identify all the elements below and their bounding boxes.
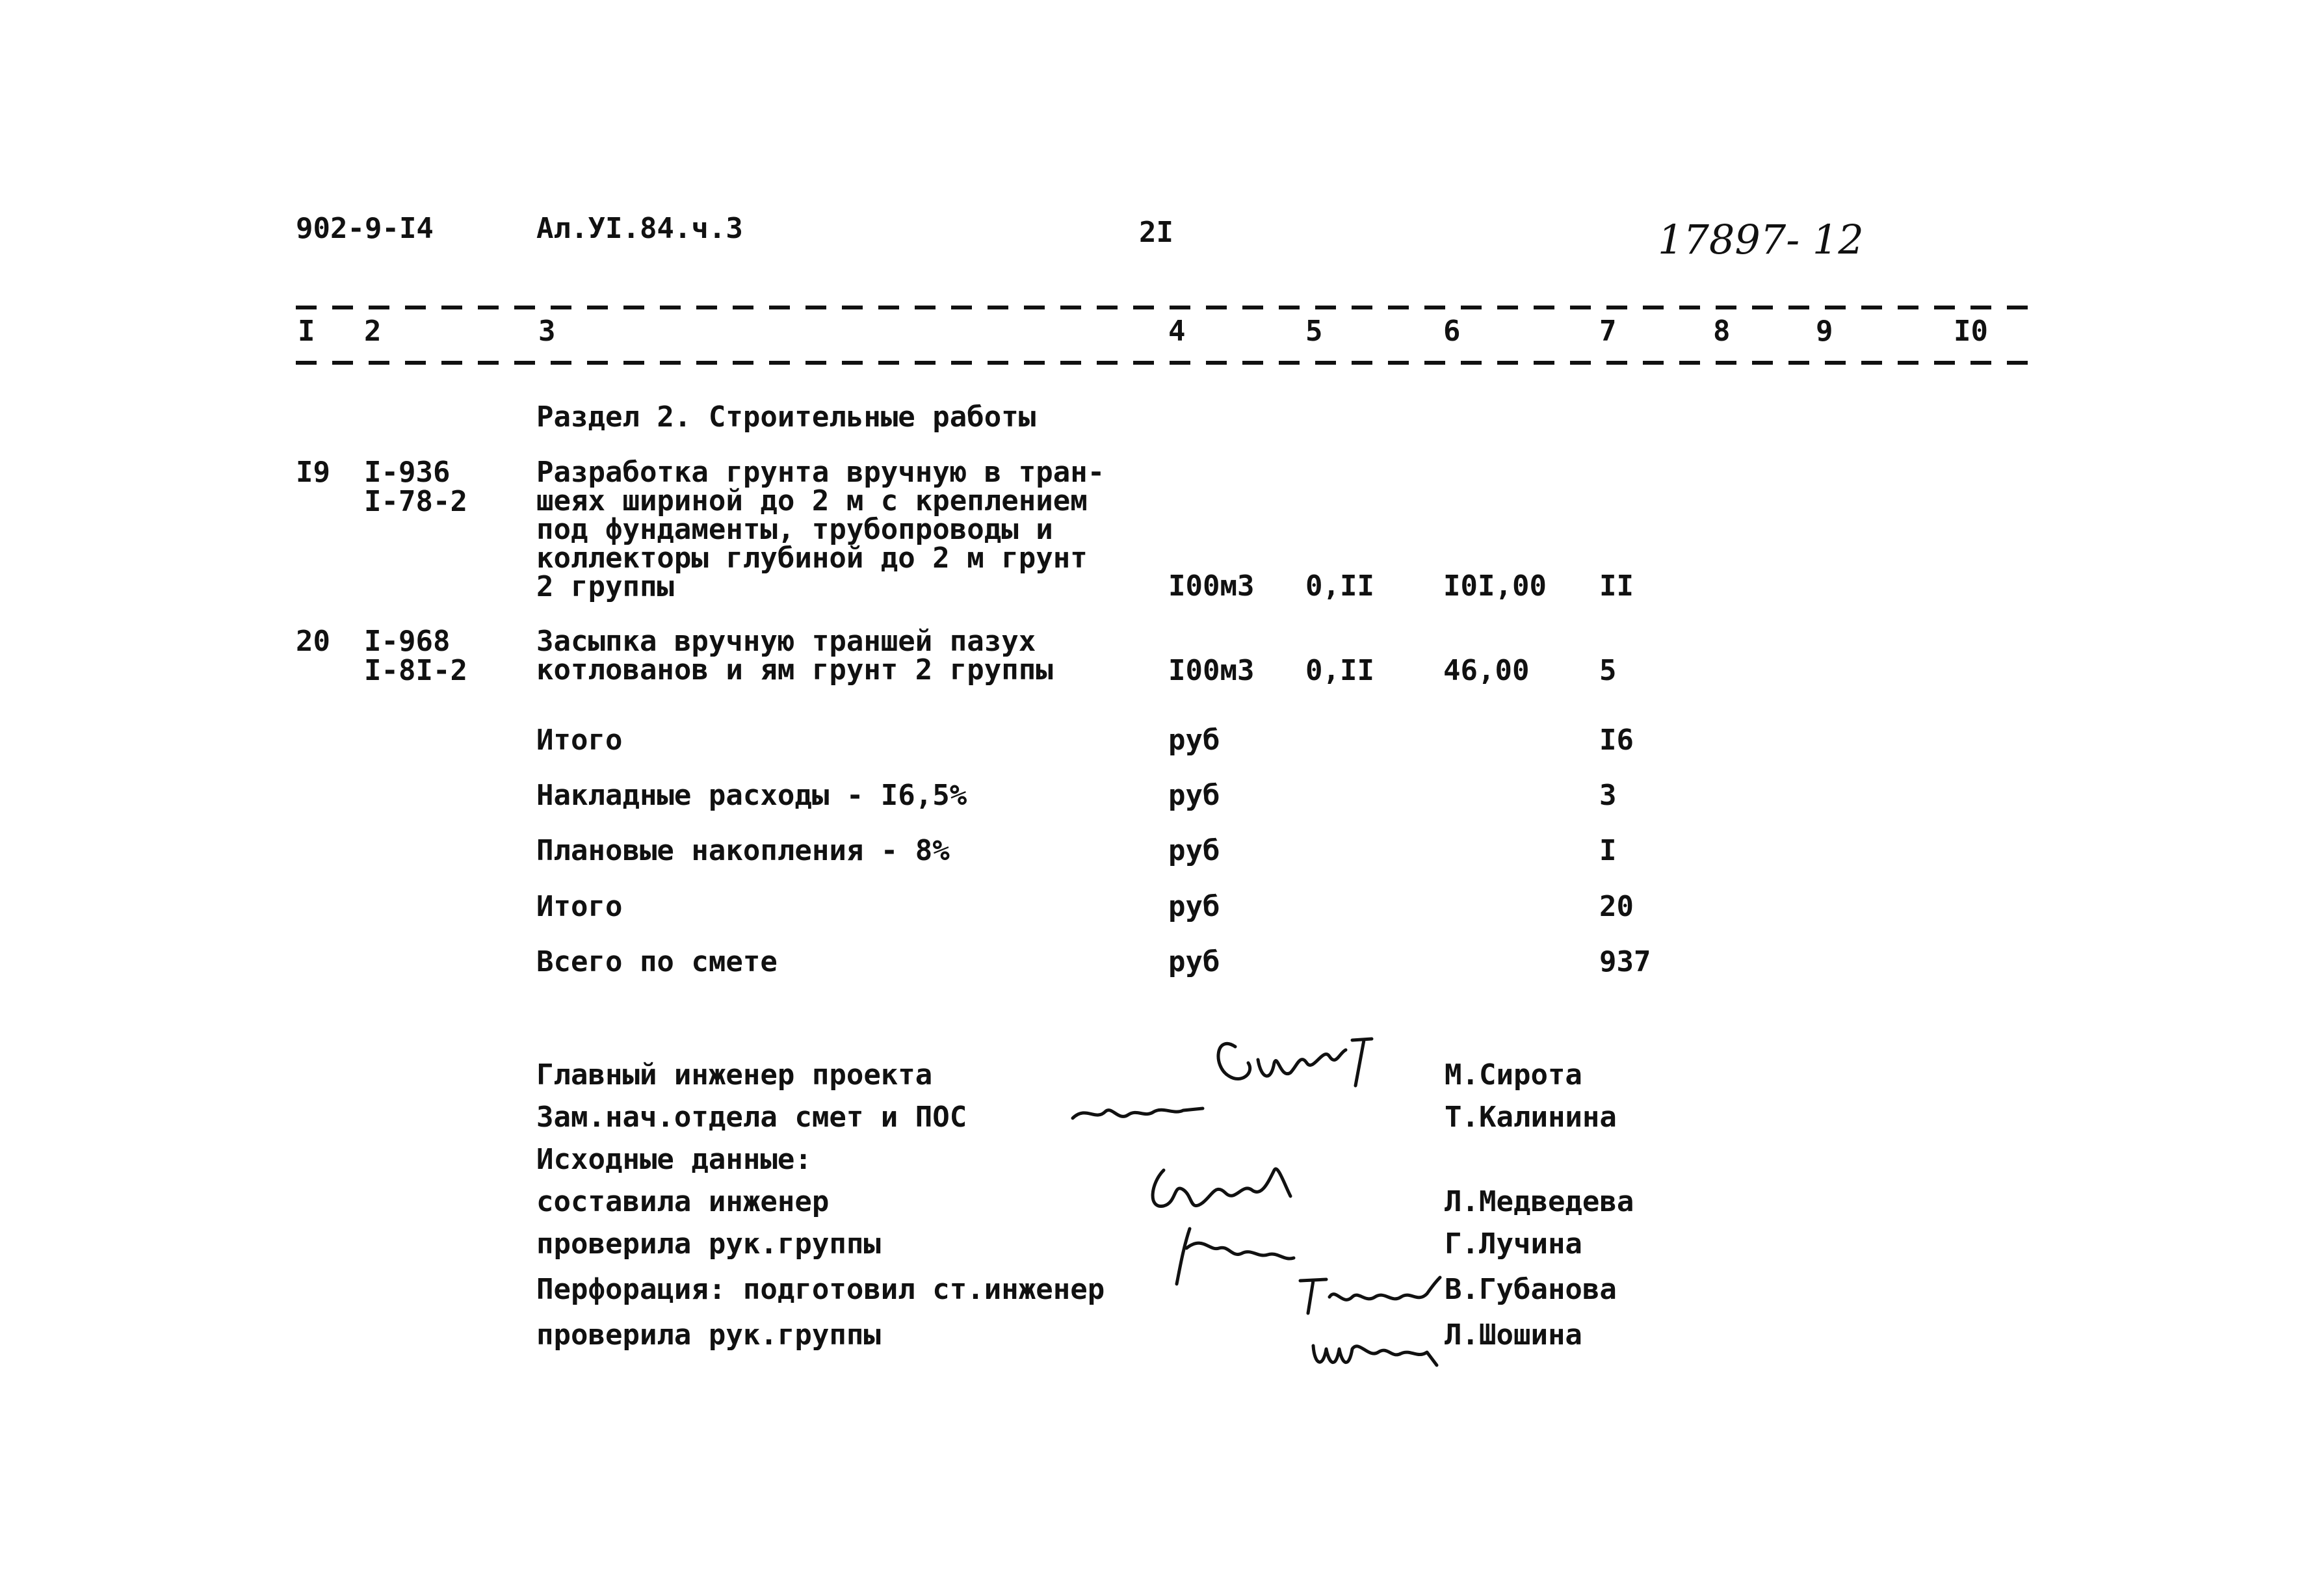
totals-value: I6 bbox=[1599, 724, 1634, 757]
signature-gubanova bbox=[1294, 1268, 1443, 1320]
dashed-rule-top bbox=[296, 306, 2032, 309]
dashed-rule-bottom bbox=[296, 361, 2032, 365]
col-header-7: 7 bbox=[1599, 315, 1617, 348]
page-number: 2I bbox=[1139, 216, 1173, 249]
section-title: Раздел 2. Строительные работы bbox=[536, 400, 1036, 434]
col-header-9: 9 bbox=[1816, 315, 1833, 348]
signatory-name: В.Губанова bbox=[1445, 1273, 1617, 1306]
totals-value: 937 bbox=[1599, 945, 1651, 978]
row-code-secondary: I-78-2 bbox=[364, 485, 467, 518]
row-number: I9 bbox=[296, 456, 330, 489]
totals-label: Плановые накопления - 8% bbox=[536, 834, 950, 867]
row-description bbox=[536, 627, 1053, 685]
description-line: котлованов и ям грунт 2 группы bbox=[536, 653, 1053, 687]
totals-unit: руб bbox=[1168, 945, 1220, 978]
row-unit-price: 46,00 bbox=[1443, 654, 1530, 687]
signatory-name: Г.Лучина bbox=[1445, 1227, 1582, 1261]
signature-luchina bbox=[1164, 1222, 1307, 1287]
totals-label: Накладные расходы - I6,5% bbox=[536, 779, 967, 812]
description-line: под фундаменты, трубопроводы и bbox=[536, 513, 1053, 546]
album-reference: Ал.УI.84.ч.3 bbox=[536, 212, 743, 245]
col-header-5: 5 bbox=[1305, 315, 1323, 348]
signatory-name: М.Сирота bbox=[1445, 1058, 1582, 1092]
signatory-role: проверила рук.группы bbox=[536, 1227, 881, 1261]
description-line: шеях шириной до 2 м с креплением bbox=[536, 484, 1088, 517]
col-header-10: I0 bbox=[1954, 315, 1988, 348]
signature-kalinina bbox=[1066, 1092, 1209, 1131]
signatory-role: Главный инженер проекта bbox=[536, 1058, 933, 1092]
totals-unit: руб bbox=[1168, 724, 1220, 757]
signatory-name: Л.Медведева bbox=[1445, 1185, 1634, 1218]
row-unit: I00м3 bbox=[1168, 654, 1255, 687]
totals-label: Итого bbox=[536, 890, 623, 923]
signatory-role: Зам.нач.отдела смет и ПОС bbox=[536, 1101, 967, 1134]
handwritten-doc-number: 17897- 12 bbox=[1658, 216, 1864, 263]
row-unit-price: I0I,00 bbox=[1443, 569, 1547, 603]
description-line: коллекторы глубиной до 2 м грунт bbox=[536, 542, 1088, 575]
col-header-8: 8 bbox=[1713, 315, 1731, 348]
totals-unit: руб bbox=[1168, 834, 1220, 867]
totals-label: Всего по смете bbox=[536, 945, 778, 978]
col-header-6: 6 bbox=[1443, 315, 1461, 348]
row-description bbox=[536, 458, 1105, 601]
row-quantity: 0,II bbox=[1305, 654, 1374, 687]
row-code-secondary: I-8I-2 bbox=[364, 654, 467, 687]
initial-data-heading: Исходные данные: bbox=[536, 1143, 812, 1176]
signatory-name: Л.Шошина bbox=[1445, 1318, 1582, 1352]
totals-unit: руб bbox=[1168, 779, 1220, 812]
totals-value: 3 bbox=[1599, 779, 1617, 812]
description-line: Засыпка вручную траншей пазух bbox=[536, 625, 1036, 658]
row-quantity: 0,II bbox=[1305, 569, 1374, 603]
row-unit: I00м3 bbox=[1168, 569, 1255, 603]
signatory-name: Т.Калинина bbox=[1445, 1101, 1617, 1134]
signature-shoshina bbox=[1307, 1320, 1443, 1378]
signature-sirota bbox=[1209, 1027, 1404, 1099]
col-header-1: I bbox=[298, 315, 315, 348]
totals-value: I bbox=[1599, 834, 1617, 867]
signatory-role: проверила рук.группы bbox=[536, 1318, 881, 1352]
col-header-2: 2 bbox=[364, 315, 382, 348]
totals-unit: руб bbox=[1168, 890, 1220, 923]
description-line: Разработка грунта вручную в тран- bbox=[536, 456, 1105, 489]
row-total: 5 bbox=[1599, 654, 1617, 687]
col-header-4: 4 bbox=[1168, 315, 1186, 348]
signature-medvedeva bbox=[1144, 1157, 1313, 1229]
signatory-role: составила инженер bbox=[536, 1185, 830, 1218]
col-header-3: 3 bbox=[538, 315, 556, 348]
row-total: II bbox=[1599, 569, 1634, 603]
row-number: 20 bbox=[296, 625, 330, 658]
document-code: 902-9-I4 bbox=[296, 212, 434, 245]
totals-label: Итого bbox=[536, 724, 623, 757]
signatory-role: Перфорация: подготовил ст.инженер bbox=[536, 1273, 1105, 1306]
totals-value: 20 bbox=[1599, 890, 1634, 923]
row-code-primary: I-936 bbox=[364, 456, 451, 489]
row-code-primary: I-968 bbox=[364, 625, 451, 658]
description-line: 2 группы bbox=[536, 570, 674, 603]
